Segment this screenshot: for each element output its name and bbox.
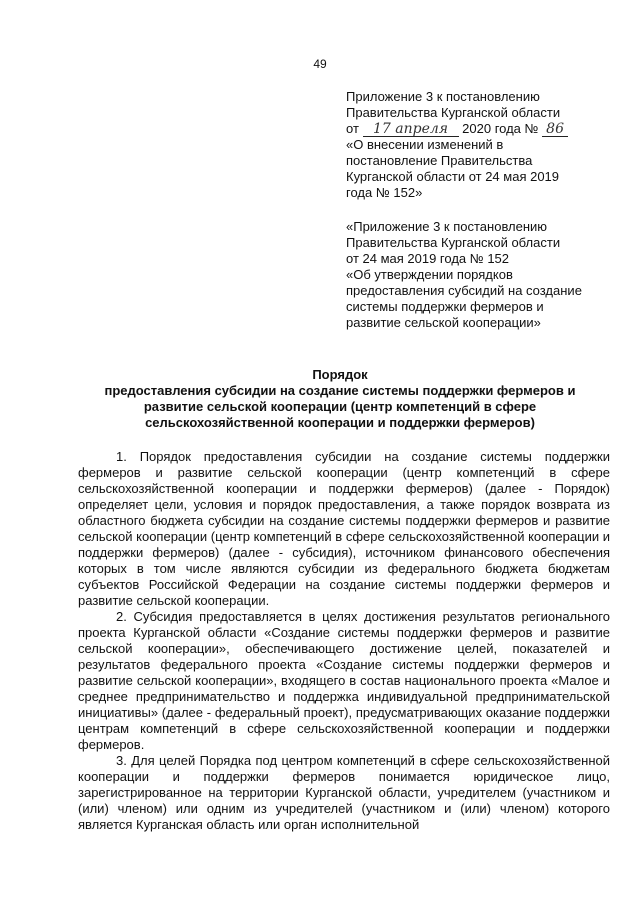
title-line: развитие сельской кооперации (центр компетенций в сфере <box>143 399 537 414</box>
page-number: 49 <box>313 57 327 71</box>
handwritten-date: 17 апреля <box>363 123 459 137</box>
document-body <box>78 449 610 833</box>
handwritten-number: 86 <box>542 123 568 137</box>
original-header-line: «Об утверждении порядков <box>346 267 513 282</box>
paragraph: 2. Субсидия предоставляется в целях достижения результатов регионального проекта Курганской области «Создание системы поддержки фермеров и развитие сельской кооперации», обеспечивающего достижение целей, показателей и результатов федерального проекта «Создание системы поддержки фермеров и развитие сельской кооперации», входящего в состав национального проекта «Малое и среднее предпринимательство и поддержка индивидуальной предпринимательской инициативы» (далее - федеральный проект), предусматривающих оказание поддержки центрам компетенций в сфере сельскохозяйственной кооперации и поддержки фермеров. <box>78 609 610 752</box>
document-title <box>70 367 610 431</box>
amendment-header-line: «О внесении изменений в <box>346 137 504 152</box>
year-text: 2020 года № <box>462 121 539 136</box>
amendment-header-line: года № 152» <box>346 185 423 200</box>
original-header-line: «Приложение 3 к постановлению <box>346 219 548 234</box>
amendment-header-line: Правительства Курганской области <box>346 105 561 120</box>
original-header-line: системы поддержки фермеров и <box>346 299 544 314</box>
date-prefix: от <box>346 121 359 136</box>
paragraph: 3. Для целей Порядка под центром компетенций в сфере сельскохозяйственной кооперации и поддержки фермеров понимается юридическое лицо, зарегистрированное на территории Курганской области, учредителем (участником и (или) членом) или одним из учредителей (участником и (или) членом) которого является Курганская область или орган исполнительной <box>78 753 610 832</box>
original-header-line: предоставления субсидий на создание <box>346 283 582 298</box>
title-line: Порядок <box>312 367 368 382</box>
title-line: сельскохозяйственной кооперации и поддержки фермеров) <box>145 415 535 430</box>
amendment-date-line <box>346 121 616 137</box>
amendment-header-line: Курганской области от 24 мая 2019 <box>346 169 560 184</box>
amendment-header-line: постановление Правительства <box>346 153 533 168</box>
original-header-line: развитие сельской кооперации» <box>346 315 541 330</box>
original-header-line: Правительства Курганской области <box>346 235 561 250</box>
amendment-header <box>346 89 616 201</box>
original-header-line: от 24 мая 2019 года № 152 <box>346 251 510 266</box>
original-header <box>346 219 616 331</box>
paragraph: 1. Порядок предоставления субсидии на создание системы поддержки фермеров и развитие сельской кооперации (центр компетенций в сфере сельскохозяйственной кооперации и поддержки фермеров) (далее - Порядок) определяет цели, условия и порядок предоставления, а также порядок возврата из областного бюджета субсидии на создание системы поддержки фермеров и развитие сельской кооперации (центр компетенций в сфере сельскохозяйственной кооперации и поддержки фермеров) (далее - субсидия), источником финансового обеспечения которых в том числе являются субсидии из федерального бюджета бюджетам субъектов Российской Федерации на создание системы поддержки фермеров и развитие сельской кооперации. <box>78 449 610 608</box>
amendment-header-line: Приложение 3 к постановлению <box>346 89 540 104</box>
title-line: предоставления субсидии на создание системы поддержки фермеров и <box>104 383 576 398</box>
